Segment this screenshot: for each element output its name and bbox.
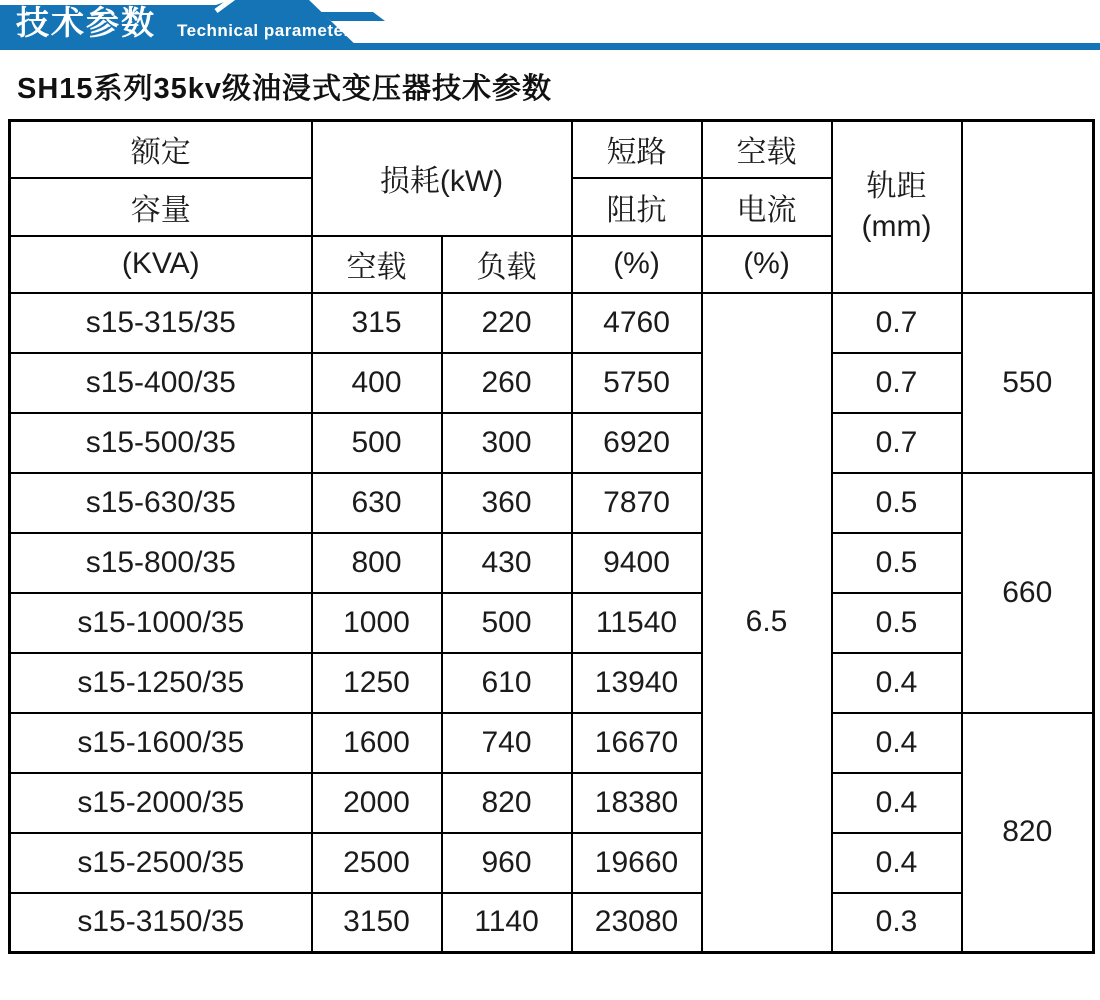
model-cell: s15-1600/35 — [10, 713, 312, 773]
header-gauge-line1: 轨距 — [866, 169, 927, 203]
load-loss-cell: 360 — [442, 473, 572, 533]
header-short-circuit-line2: 阻抗 — [572, 178, 702, 236]
table-row — [10, 713, 1094, 773]
track-group-cell-820: 820 — [962, 713, 1094, 953]
no-load-loss-cell: 315 — [312, 293, 442, 353]
model-cell: s15-2000/35 — [10, 773, 312, 833]
table-row — [10, 353, 1094, 413]
spec-table — [8, 119, 1095, 954]
impedance-cell: 6920 — [572, 413, 702, 473]
load-loss-cell: 300 — [442, 413, 572, 473]
model-cell: s15-315/35 — [10, 293, 312, 353]
no-load-loss-cell: 500 — [312, 413, 442, 473]
load-loss-cell: 430 — [442, 533, 572, 593]
model-cell: s15-800/35 — [10, 533, 312, 593]
load-loss-cell: 1140 — [442, 893, 572, 953]
header-gauge — [832, 121, 962, 293]
header-extra-cell — [962, 121, 1094, 293]
no-load-loss-cell: 800 — [312, 533, 442, 593]
table-row — [10, 893, 1094, 953]
header-no-load-current-line3: (%) — [702, 236, 832, 293]
impedance-cell: 16670 — [572, 713, 702, 773]
page-title: SH15系列35kv级油浸式变压器技术参数 — [17, 73, 553, 105]
load-loss-cell: 610 — [442, 653, 572, 713]
banner-title-chinese: 技术参数 — [16, 4, 156, 41]
gauge-cell: 0.4 — [832, 653, 962, 713]
table-row — [10, 413, 1094, 473]
gauge-cell: 0.5 — [832, 593, 962, 653]
banner-title-english: Technical parameter — [177, 21, 351, 40]
track-group-cell-660: 660 — [962, 473, 1094, 713]
header-row-1 — [10, 121, 1094, 178]
gauge-cell: 0.5 — [832, 533, 962, 593]
model-cell: s15-630/35 — [10, 473, 312, 533]
table-row — [10, 473, 1094, 533]
load-loss-cell: 500 — [442, 593, 572, 653]
no-load-loss-cell: 2000 — [312, 773, 442, 833]
no-load-current-merged-cell: 6.5 — [702, 293, 832, 953]
table-row — [10, 773, 1094, 833]
table-row — [10, 293, 1094, 353]
header-rated-capacity-line2: 容量 — [10, 178, 312, 236]
no-load-loss-cell: 2500 — [312, 833, 442, 893]
no-load-loss-cell: 1000 — [312, 593, 442, 653]
model-cell: s15-2500/35 — [10, 833, 312, 893]
gauge-cell: 0.7 — [832, 353, 962, 413]
table-row — [10, 653, 1094, 713]
gauge-cell: 0.7 — [832, 293, 962, 353]
impedance-cell: 23080 — [572, 893, 702, 953]
header-short-circuit-line1: 短路 — [572, 121, 702, 178]
header-no-load-current-line2: 电流 — [702, 178, 832, 236]
load-loss-cell: 260 — [442, 353, 572, 413]
gauge-cell: 0.4 — [832, 833, 962, 893]
model-cell: s15-3150/35 — [10, 893, 312, 953]
impedance-cell: 9400 — [572, 533, 702, 593]
gauge-cell: 0.4 — [832, 773, 962, 833]
header-gauge-line2: (mm) — [861, 209, 932, 243]
banner-ribbon-shape — [0, 0, 1100, 52]
table-row — [10, 533, 1094, 593]
header-loss-on-load: 负载 — [442, 236, 572, 293]
load-loss-cell: 820 — [442, 773, 572, 833]
gauge-cell: 0.7 — [832, 413, 962, 473]
model-cell: s15-1000/35 — [10, 593, 312, 653]
gauge-cell: 0.3 — [832, 893, 962, 953]
impedance-cell: 19660 — [572, 833, 702, 893]
load-loss-cell: 220 — [442, 293, 572, 353]
load-loss-cell: 960 — [442, 833, 572, 893]
gauge-cell: 0.5 — [832, 473, 962, 533]
track-group-cell-550: 550 — [962, 293, 1094, 473]
no-load-loss-cell: 400 — [312, 353, 442, 413]
no-load-loss-cell: 1250 — [312, 653, 442, 713]
header-rated-capacity-line3: (KVA) — [10, 236, 312, 293]
table-row — [10, 593, 1094, 653]
table-row — [10, 833, 1094, 893]
impedance-cell: 13940 — [572, 653, 702, 713]
header-rated-capacity-line1: 额定 — [10, 121, 312, 178]
gauge-cell: 0.4 — [832, 713, 962, 773]
no-load-loss-cell: 3150 — [312, 893, 442, 953]
impedance-cell: 7870 — [572, 473, 702, 533]
header-banner — [0, 0, 1100, 52]
header-loss-no-load: 空载 — [312, 236, 442, 293]
model-cell: s15-500/35 — [10, 413, 312, 473]
load-loss-cell: 740 — [442, 713, 572, 773]
model-cell: s15-1250/35 — [10, 653, 312, 713]
impedance-cell: 4760 — [572, 293, 702, 353]
model-cell: s15-400/35 — [10, 353, 312, 413]
no-load-loss-cell: 630 — [312, 473, 442, 533]
header-loss-group: 损耗(kW) — [312, 121, 572, 236]
impedance-cell: 18380 — [572, 773, 702, 833]
impedance-cell: 5750 — [572, 353, 702, 413]
no-load-loss-cell: 1600 — [312, 713, 442, 773]
header-no-load-current-line1: 空载 — [702, 121, 832, 178]
header-short-circuit-line3: (%) — [572, 236, 702, 293]
impedance-cell: 11540 — [572, 593, 702, 653]
